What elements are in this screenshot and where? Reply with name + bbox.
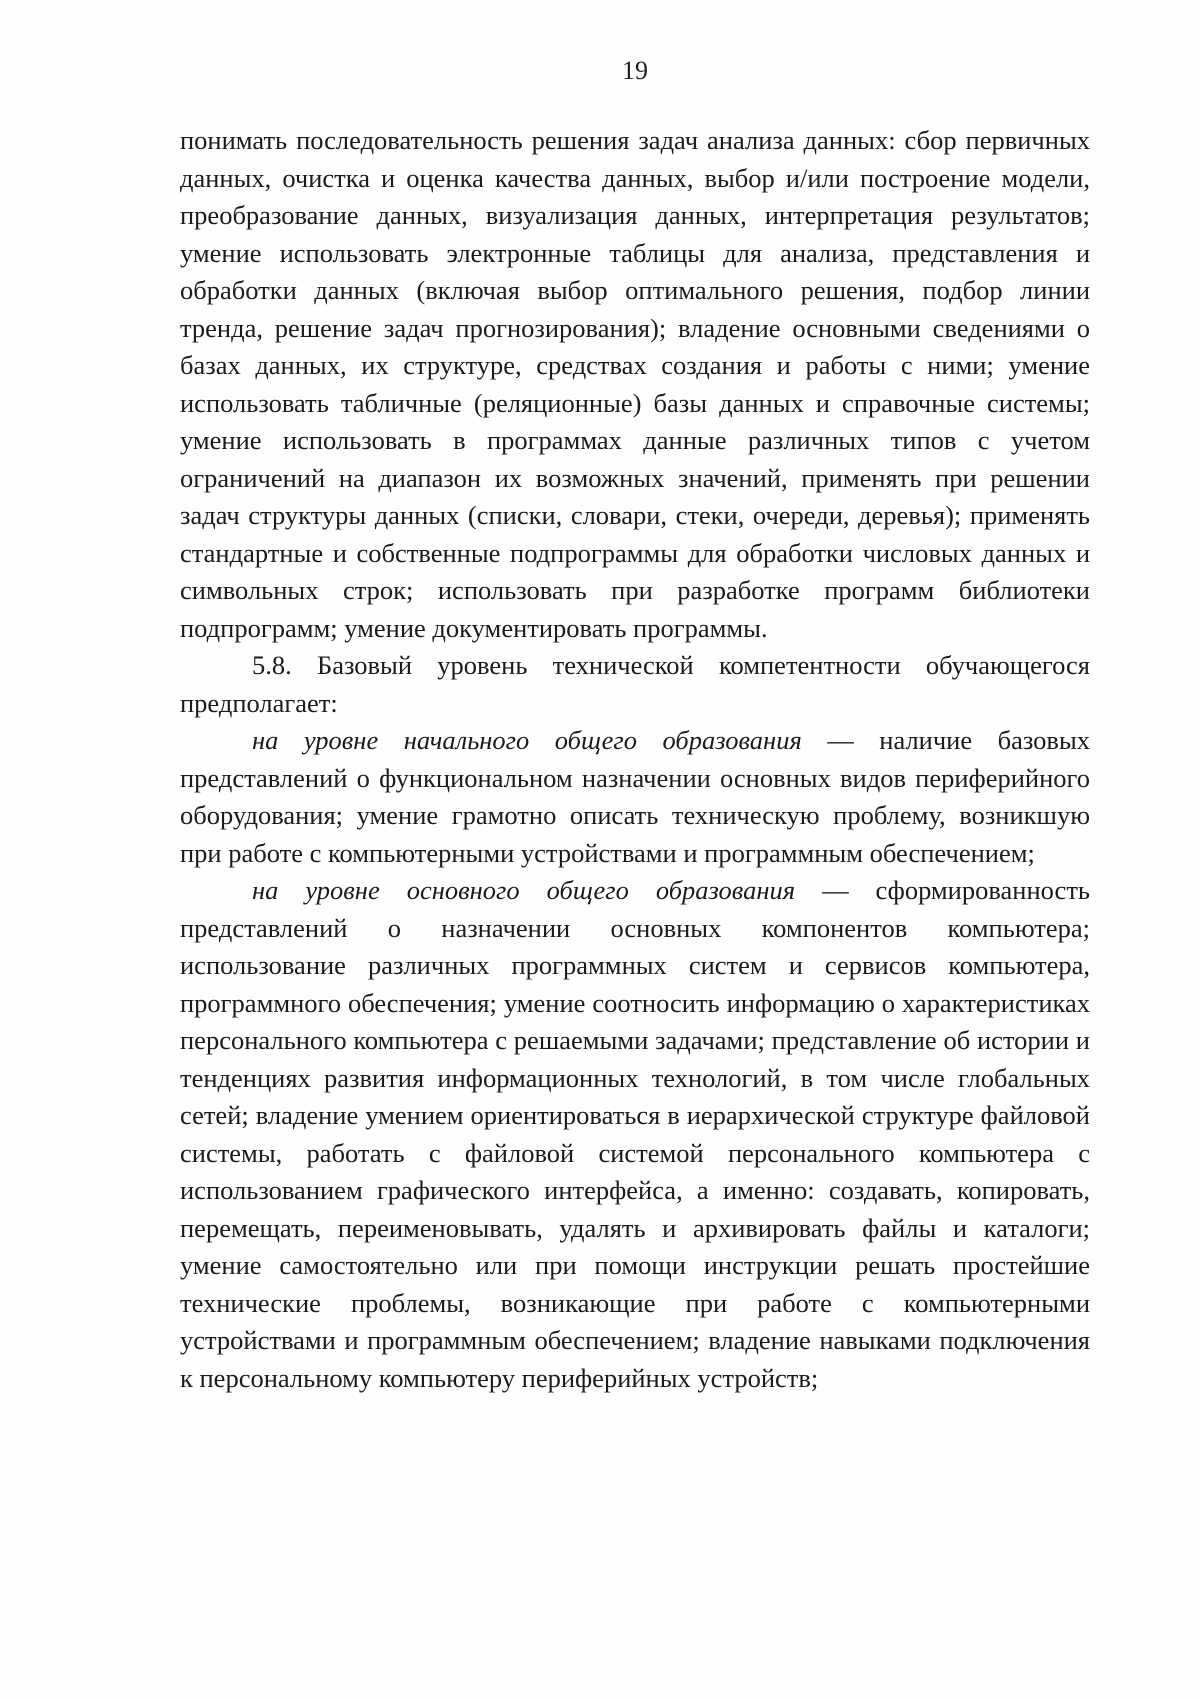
paragraph-basic-education xyxy=(180,872,1090,1397)
paragraph-data-analysis xyxy=(180,122,1090,647)
paragraph-section-5-8 xyxy=(180,647,1090,722)
paragraph-lead-italic: на уровне основного общего образования xyxy=(252,875,796,905)
paragraph-text: — сформированность представлений о назначении основных компонентов компьютера; использование различных программных систем и сервисов компьютера, программного обеспечения; умение соотносить информацию о характеристиках персонального компьютера с решаемыми задачами; представление об истории и тенденциях развития информационных технологий, в том числе глобальных сетей; владение умением ориентироваться в иерархической структуре файловой системы, работать с файловой системой персонального компьютера с использованием графического интерфейса, а именно: создавать, копировать, перемещать, переименовывать, удалять и архивировать файлы и каталоги; умение самостоятельно или при помощи инструкции решать простейшие технические проблемы, возникающие при работе с компьютерными устройствами и программным обеспечением; владение навыками подключения к персональному компьютеру периферийных устройств; xyxy=(180,875,1090,1393)
page-number: 19 xyxy=(622,56,648,85)
paragraph-lead-italic: на уровне начального общего образования xyxy=(252,725,802,755)
body-text xyxy=(180,122,1090,1397)
paragraph-primary-education xyxy=(180,722,1090,872)
paragraph-text: — наличие базовых представлений о функциональном назначении основных видов периферийного оборудования; умение грамотно описать техническую проблему, возникшую при работе с компьютерными устройствами и программным обеспечением; xyxy=(180,725,1090,868)
paragraph-text: понимать последовательность решения задач анализа данных: сбор первичных данных, очистка и оценка качества данных, выбор и/или построение модели, преобразование данных, визуализация данных, интерпретация результатов; умение использовать электронные таблицы для анализа, представления и обработки данных (включая выбор оптимального решения, подбор линии тренда, решение задач прогнозирования); владение основными сведениями о базах данных, их структуре, средствах создания и работы с ними; умение использовать табличные (реляционные) базы данных и справочные системы; умение использовать в программах данные различных типов с учетом ограничений на диапазон их возможных значений, применять при решении задач структуры данных (списки, словари, стеки, очереди, деревья); применять стандартные и собственные подпрограммы для обработки числовых данных и символьных строк; использовать при разработке программ библиотеки подпрограмм; умение документировать программы. xyxy=(180,125,1090,643)
paragraph-text: 5.8. Базовый уровень технической компетентности обучающегося предполагает: xyxy=(180,650,1090,718)
